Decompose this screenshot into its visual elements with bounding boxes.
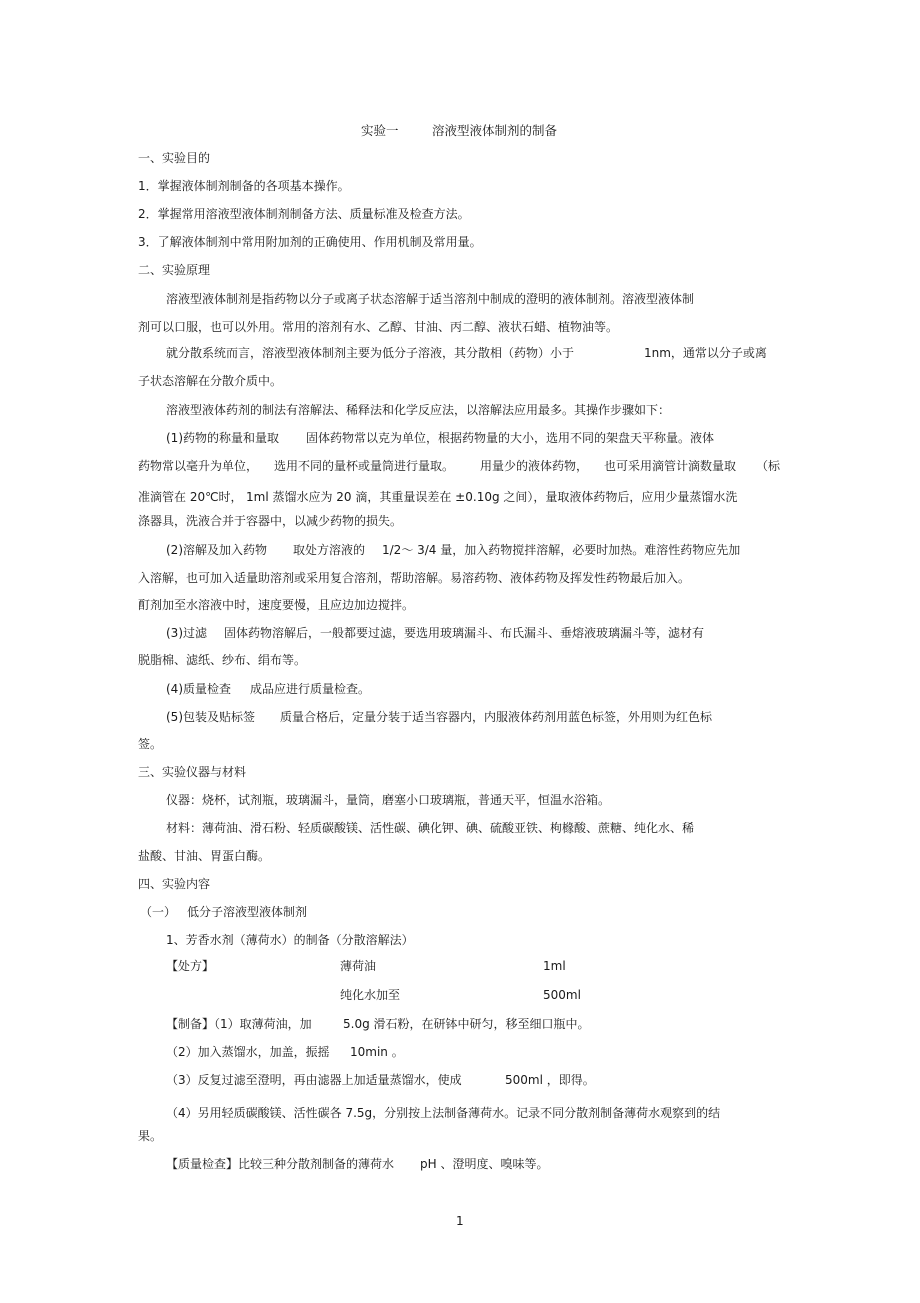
subsection-number: （一） xyxy=(140,905,177,919)
preparation-step: 果。 xyxy=(138,1129,163,1143)
preparation-step: （2）加入蒸馏水，加盖，振摇 xyxy=(166,1045,330,1059)
step-text: 入溶解，也可加入适量助溶剂或采用复合溶剂，帮助溶解。易溶药物、液体药物及挥发性药物最后加入。 xyxy=(138,571,691,585)
step-title: (1)药物的称量和量取 xyxy=(166,431,279,445)
step-text: 1/2～ 3/4 量，加入药物搅拌溶解，必要时加热。难溶性药物应先加 xyxy=(382,543,741,557)
preparation-step: 【制备】（1）取薄荷油，加 xyxy=(166,1017,312,1031)
title-part2: 溶液型液体制剂的制备 xyxy=(432,123,558,138)
step-title: (3)过滤 xyxy=(166,626,207,640)
preparation-step: 5.0g 滑石粉，在研钵中研匀，移至细口瓶中。 xyxy=(343,1017,590,1031)
page-number: 1 xyxy=(456,1214,464,1228)
prescription-ingredient: 纯化水加至 xyxy=(340,988,401,1002)
step-text: 取处方溶液的 xyxy=(293,543,366,557)
step-text: 签。 xyxy=(138,737,163,751)
principle-text: 子状态溶解在分散介质中。 xyxy=(138,374,283,388)
objective-item: 1．掌握液体制剂制备的各项基本操作。 xyxy=(138,179,350,193)
prescription-label: 【处方】 xyxy=(166,959,215,973)
section-heading-objectives: 一、实验目的 xyxy=(138,151,211,165)
principle-text: 就分散系统而言，溶液型液体制剂主要为低分子溶液，其分散相（药物）小于 xyxy=(166,346,575,360)
objective-item: 2．掌握常用溶液型液体制剂制备方法、质量标准及检查方法。 xyxy=(138,207,470,221)
step-title: (5)包装及贴标签 xyxy=(166,710,255,724)
step-text: 酊剂加至水溶液中时，速度要慢，且应边加边搅拌。 xyxy=(138,598,415,612)
step-title: (2)溶解及加入药物 xyxy=(166,543,267,557)
step-text: 药物常以毫升为单位， xyxy=(138,459,259,473)
principle-text: 溶液型液体药剂的制法有溶解法、稀释法和化学反应法，以溶解法应用最多。其操作步骤如下： xyxy=(166,403,671,417)
step-text: 固体药物常以克为单位，根据药物量的大小，选用不同的架盘天平称量。液体 xyxy=(306,431,715,445)
prescription-amount: 1ml xyxy=(543,959,566,973)
step-title: (4)质量检查 xyxy=(166,682,231,696)
title-part1: 实验一 xyxy=(361,123,399,138)
section-heading-content: 四、实验内容 xyxy=(138,877,211,891)
quality-check: 【质量检查】比较三种分散剂制备的薄荷水 xyxy=(166,1157,395,1171)
step-text: 准滴管在 20℃时， xyxy=(138,490,243,504)
step-text: 脱脂棉、滤纸、纱布、绢布等。 xyxy=(138,653,307,667)
materials-text: 材料：薄荷油、滑石粉、轻质碳酸镁、活性碳、碘化钾、碘、硫酸亚铁、枸橼酸、蔗糖、纯化水、稀 xyxy=(166,821,695,835)
step-text: （标 xyxy=(756,459,781,473)
principle-text: 溶液型液体制剂是指药物以分子或离子状态溶解于适当溶剂中制成的澄明的液体制剂。溶液型液体制 xyxy=(166,292,695,306)
section-heading-materials: 三、实验仪器与材料 xyxy=(138,765,247,779)
preparation-step: （3）反复过滤至澄明，再由滤器上加适量蒸馏水，使成 xyxy=(166,1073,462,1087)
step-text: 固体药物溶解后，一般都要过滤，要选用玻璃漏斗、布氏漏斗、垂熔液玻璃漏斗等，滤材有 xyxy=(224,626,705,640)
objective-item: 3．了解液体制剂中常用附加剂的正确使用、作用机制及常用量。 xyxy=(138,235,482,249)
subsection-title: 低分子溶液型液体制剂 xyxy=(187,905,308,919)
preparation-step: 10min 。 xyxy=(350,1045,404,1059)
step-text: 质量合格后，定量分装于适当容器内，内服液体药剂用蓝色标签，外用则为红色标 xyxy=(280,710,713,724)
prescription-ingredient: 薄荷油 xyxy=(340,959,377,973)
item-title: 1、芳香水剂（薄荷水）的制备（分散溶解法） xyxy=(166,933,414,947)
principle-text: 剂可以口服，也可以外用。常用的溶剂有水、乙醇、甘油、丙二醇、液状石蜡、植物油等。 xyxy=(138,320,619,334)
step-text: 也可采用滴管计滴数量取 xyxy=(604,459,737,473)
step-text: 涤器具，洗液合并于容器中，以减少药物的损失。 xyxy=(138,514,403,528)
step-text: 1ml 蒸馏水应为 20 滴，其重量误差在 ±0.10g 之间），量取液体药物后，应用少量蒸馏水洗 xyxy=(246,490,738,504)
prescription-amount: 500ml xyxy=(543,988,581,1002)
step-text: 用量少的液体药物， xyxy=(480,459,589,473)
section-heading-principle: 二、实验原理 xyxy=(138,263,211,277)
preparation-step: （4）另用轻质碳酸镁、活性碳各 7.5g，分别按上法制备薄荷水。记录不同分散剂制备薄荷水观察到的结 xyxy=(166,1106,721,1120)
principle-text: 1nm，通常以分子或离 xyxy=(644,346,767,360)
quality-check: pH 、澄明度、嗅味等。 xyxy=(420,1157,549,1171)
materials-text: 盐酸、甘油、胃蛋白酶。 xyxy=(138,849,271,863)
instruments-text: 仪器：烧杯，试剂瓶，玻璃漏斗，量筒，磨塞小口玻璃瓶，普通天平，恒温水浴箱。 xyxy=(166,793,611,807)
preparation-step: 500ml ，即得。 xyxy=(505,1073,595,1087)
step-text: 成品应进行质量检查。 xyxy=(250,682,371,696)
step-text: 选用不同的量杯或量筒进行量取。 xyxy=(274,459,455,473)
